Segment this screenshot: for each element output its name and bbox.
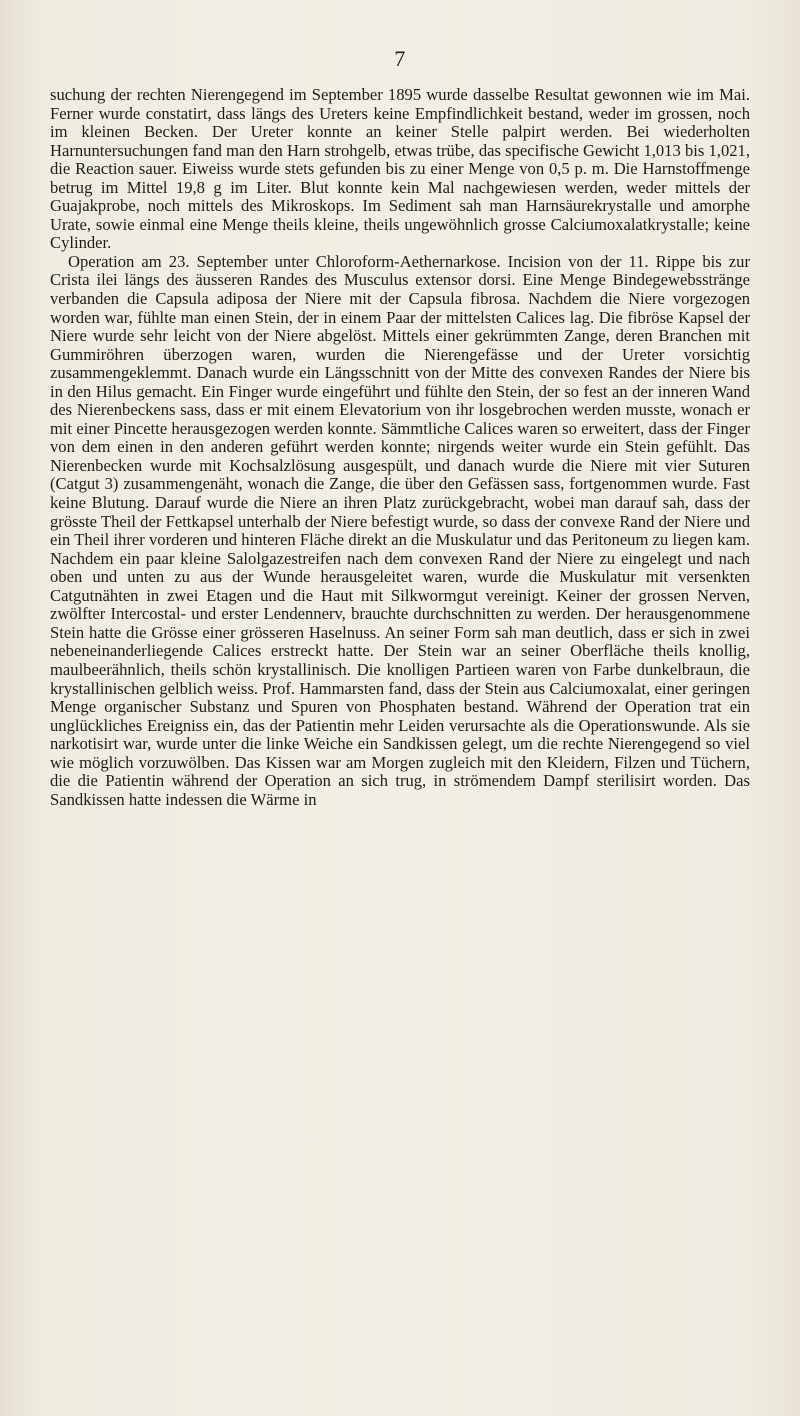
body-text — [50, 86, 750, 809]
paragraph-urine-findings: suchung der rechten Nierengegend im September 1895 wurde dasselbe Resultat gewonnen wie im Mai. Ferner wurde constatirt, dass längs des Ureters keine Empfindlichkeit bestand, weder im grossen, noch im kleinen Becken. Der Ureter konnte an keiner Stelle palpirt werden. Bei wiederholten Harnuntersuchungen fand man den Harn strohgelb, etwas trübe, das specifische Gewicht 1,013 bis 1,021, die Reaction sauer. Eiweiss wurde stets gefunden bis zu einer Menge von 0,5 p. m. Die Harnstoffmenge betrug im Mittel 19,8 g im Liter. Blut konnte kein Mal nachgewiesen werden, weder mittels der Guajakprobe, noch mittels des Mikroskops. Im Sediment sah man Harnsäurekrystalle und amorphe Urate, sowie einmal eine Menge theils kleine, theils ungewöhnlich grosse Calciumoxalatkrystalle; keine Cylinder. — [50, 85, 750, 253]
paragraph-operation: Operation am 23. September unter Chloroform-Aethernarkose. Incision von der 11. Rippe bis zur Crista ilei längs des äusseren Randes des Musculus extensor dorsi. Eine Menge Bindegewebsstränge verbanden die Capsula adiposa der Niere mit der Capsula fibrosa. Nachdem die Niere vorgezogen worden war, fühlte man einen Stein, der in einem Paar der mittelsten Calices lag. Die fibröse Kapsel der Niere wurde sehr leicht von der Niere abgelöst. Mittels einer gekrümmten Zange, deren Branchen mit Gummiröhren überzogen waren, wurden die Nierengefässe und der Ureter vorsichtig zusammengeklemmt. Danach wurde ein Längsschnitt von der Mitte des convexen Randes der Niere bis in den Hilus gemacht. Ein Finger wurde eingeführt und fühlte den Stein, der so fest an der inneren Wand des Nierenbeckens sass, dass er mit einem Elevatorium von ihr losgebrochen werden musste, wonach er mit einer Pincette herausgezogen werden konnte. Sämmtliche Calices waren so erweitert, dass der Finger von dem einen in den anderen geführt werden konnte; nirgends weiter wurde ein Stein gefühlt. Das Nierenbecken wurde mit Kochsalzlösung ausgespült, und danach wurde die Niere mit vier Suturen (Catgut 3) zusammengenäht, wonach die Zange, die über den Gefässen sass, fortgenommen wurde. Fast keine Blutung. Darauf wurde die Niere an ihren Platz zurückgebracht, wobei man darauf sah, dass der grösste Theil der Fettkapsel unterhalb der Niere befestigt wurde, so dass der convexe Rand der Niere und ein Theil ihrer vorderen und hinteren Fläche direkt an die Muskulatur und das Peritoneum zu liegen kam. Nachdem ein paar kleine Salolgazestreifen nach dem convexen Rand der Niere zu eingelegt und nach oben und unten zu aus der Wunde herausgeleitet waren, wurde die Muskulatur mit versenkten Catgutnähten in zwei Etagen und die Haut mit Silkwormgut vereinigt. Keiner der grossen Nerven, zwölfter Intercostal- und erster Lendennerv, brauchte durchschnitten zu werden. Der herausgenommene Stein hatte die Grösse einer grösseren Haselnuss. An seiner Form sah man deutlich, dass er sich in zwei nebeneinanderliegende Calices erstreckt hatte. Der Stein war an seiner Oberfläche theils knollig, maulbeerähnlich, theils schön krystallinisch. Die knolligen Partieen waren von Farbe dunkelbraun, die krystallinischen gelblich weiss. Prof. Hammarsten fand, dass der Stein aus Calciumoxalat, einer geringen Menge organischer Substanz und Spuren von Phosphaten bestand. Während der Operation trat ein unglückliches Ereigniss ein, das der Patientin mehr Leiden verursachte als die Operationswunde. Als sie narkotisirt war, wurde unter die linke Weiche ein Sandkissen gelegt, um die rechte Nierengegend so viel wie möglich vorzuwölben. Das Kissen war am Morgen zugleich mit den Kleidern, Filzen und Tüchern, die die Patientin während der Operation an sich trug, in strömendem Dampf sterilisirt worden. Das Sandkissen hatte indessen die Wärme in — [50, 251, 750, 809]
page-number: 7 — [394, 46, 406, 71]
